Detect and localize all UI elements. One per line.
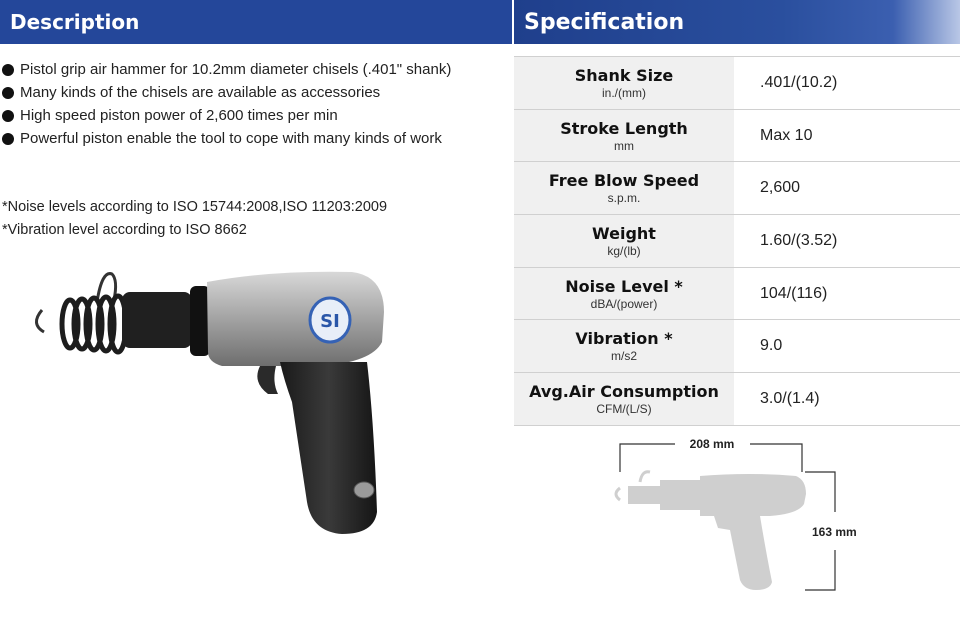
spec-value: 104/(116) <box>760 284 828 302</box>
bullet-icon <box>2 110 14 122</box>
spec-name: Free Blow Speed <box>548 171 700 191</box>
air-hammer-image <box>22 262 402 542</box>
spec-value: .401/(10.2) <box>760 73 838 91</box>
spec-value: 3.0/(1.4) <box>760 389 820 407</box>
spec-unit: kg/(lb) <box>607 243 641 258</box>
specification-table <box>514 56 960 426</box>
vibration-note: *Vibration level according to ISO 8662 <box>2 222 247 238</box>
spec-unit: CFM/(L/S) <box>596 401 652 416</box>
table-row <box>514 57 960 110</box>
list-item: High speed piston power of 2,600 times per min <box>2 104 507 127</box>
spec-name: Weight <box>592 223 656 243</box>
description-list <box>2 58 507 150</box>
spec-unit: mm <box>614 138 634 153</box>
tool-silhouette <box>616 472 806 590</box>
noise-note: *Noise levels according to ISO 15744:2008,ISO 11203:2009 <box>2 199 388 215</box>
description-title: Description <box>10 10 140 34</box>
bullet-icon <box>2 133 14 145</box>
list-item: Many kinds of the chisels are available as accessories <box>2 81 507 104</box>
table-row <box>514 320 960 373</box>
spec-name: Noise Level * <box>565 276 683 296</box>
spec-unit: m/s2 <box>610 349 637 364</box>
bullet-icon <box>2 87 14 99</box>
table-row <box>514 373 960 426</box>
spec-name: Vibration * <box>575 329 673 349</box>
spec-name: Avg.Air Consumption <box>529 381 719 401</box>
spec-value: 2,600 <box>760 179 801 197</box>
spec-unit: s.p.m. <box>607 191 641 206</box>
spec-unit: in./(mm) <box>602 85 646 100</box>
spec-value: Max 10 <box>760 126 813 144</box>
list-item: Powerful piston enable the tool to cope with many kinds of work <box>2 127 507 150</box>
spec-name: Shank Size <box>574 65 674 85</box>
table-row <box>514 215 960 268</box>
table-row <box>514 110 960 163</box>
length-label: 208 mm <box>689 437 735 451</box>
bullet-icon <box>2 64 14 76</box>
notes <box>2 196 387 242</box>
table-row <box>514 268 960 321</box>
table-row <box>514 162 960 215</box>
spec-name: Stroke Length <box>560 118 688 138</box>
specification-header <box>514 0 960 44</box>
list-item: Pistol grip air hammer for 10.2mm diameter chisels (.401" shank) <box>2 58 507 81</box>
spec-value: 1.60/(3.52) <box>760 231 838 249</box>
height-label: 163 mm <box>812 525 857 539</box>
specification-title: Specification <box>524 9 685 35</box>
dimension-diagram <box>600 432 890 612</box>
description-header <box>0 0 512 44</box>
brand-logo: SI <box>320 311 340 332</box>
spec-value: 9.0 <box>760 337 783 355</box>
spec-unit: dBA/(power) <box>590 296 658 311</box>
